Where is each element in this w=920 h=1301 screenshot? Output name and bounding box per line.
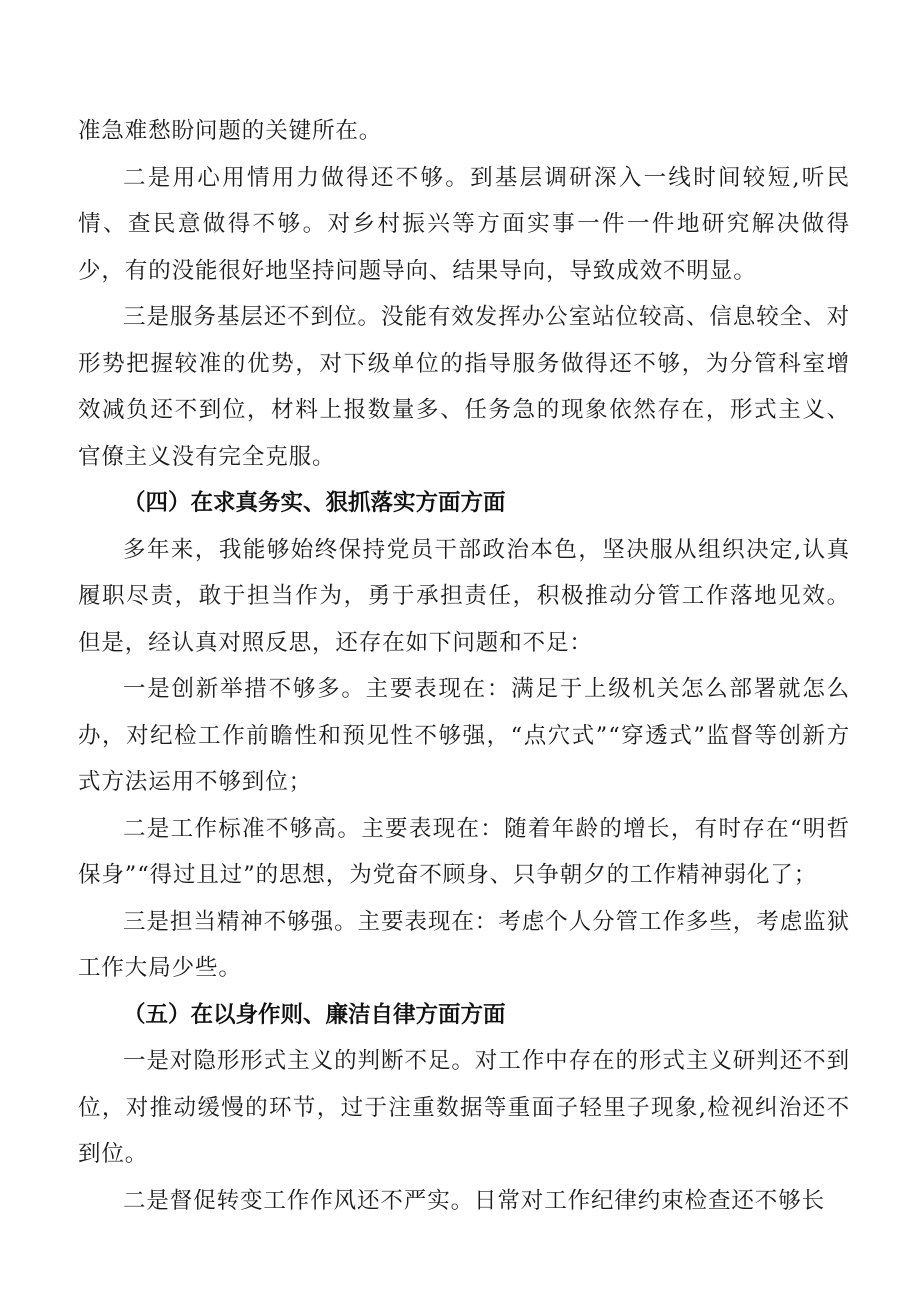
- paragraph-section-4-point-3: 三是担当精神不够强。主要表现在：考虑个人分管工作多些，考虑监狱工作大局少些。: [78, 908, 850, 981]
- paragraph-section-5-point-2: 二是督促转变工作作风还不严实。日常对工作纪律约束检查还不够长: [123, 1187, 826, 1214]
- document-body: [78, 108, 850, 1224]
- paragraph-section-4-intro: 多年来，我能够始终保持党员干部政治本色，坚决服从组织决定,认真履职尽责，敢于担当作为，勇于承担责任，积极推动分管工作落地见效。但是，经认真对照反思，还存在如下问题和不足：: [78, 536, 850, 656]
- paragraph-section-4-point-2: 二是工作标准不够高。主要表现在：随着年龄的增长，有时存在“明哲保身”“得过且过”的思想，为党奋不顾身、只争朝夕的工作精神弱化了；: [78, 815, 850, 888]
- paragraph-section-5-point-1: 一是对隐形形式主义的判断不足。对工作中存在的形式主义研判还不到位，对推动缓慢的环节，过于注重数据等重面子轻里子现象,检视纠治还不到位。: [78, 1048, 850, 1167]
- paragraph-point-2: 二是用心用情用力做得还不够。到基层调研深入一线时间较短,听民情、查民意做得不够。对乡村振兴等方面实事一件一件地研究解决做得少，有的没能很好地坚持问题导向、结果导向，导致成效不明显。: [78, 164, 850, 284]
- paragraph-point-3: 三是服务基层还不到位。没能有效发挥办公室站位较高、信息较全、对形势把握较准的优势，对下级单位的指导服务做得还不够，为分管科室增效减负还不到位，材料上报数量多、任务急的现象依然存在，形式主义、官僚主义没有完全克服。: [78, 304, 850, 470]
- paragraph-section-4-point-1: 一是创新举措不够多。主要表现在：满足于上级机关怎么部署就怎么办，对纪检工作前瞻性和预见性不够强，“点穴式”“穿透式”监督等创新方式方法运用不够到位；: [78, 676, 850, 795]
- section-heading-4: （四）在求真务实、狠抓落实方面方面: [123, 490, 506, 516]
- section-heading-5: （五）在以身作则、廉洁自律方面方面: [123, 1001, 506, 1028]
- paragraph-continuation: 准急难愁盼问题的关键所在。: [78, 118, 383, 144]
